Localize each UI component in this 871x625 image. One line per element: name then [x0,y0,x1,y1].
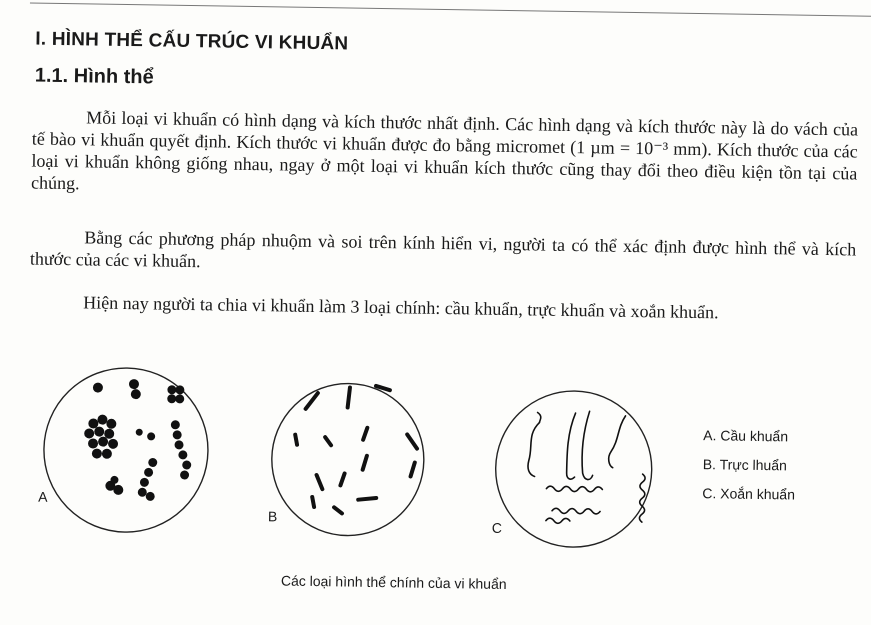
cocci-panel [43,367,210,534]
paragraph-3: Hiện nay người ta chia vi khuẩn làm 3 loại chính: cầu khuẩn, trực khuẩn và xoắn khuẩn. [83,292,719,323]
paragraph-1: Mỗi loại vi khuẩn có hình dạng và kích thước nhất định. Các hình dạng và kích thước này là do vách của tế bào vi khuẩn quyết định. Kích thước vi khuẩn được đo bằng micromet (1 µm = 10⁻³ mm). Kích thước của các loại vi khuẩn không giống nhau, ngay ở một loại vi khuẩn kích thước cũng thay đổi theo điều kiện tồn tại của chúng. [30,107,859,194]
figure-caption: Các loại hình thể chính của vi khuẩn [280,572,507,593]
bacteria-figure [25,352,848,565]
panel-label-b: B [267,508,278,525]
legend-item-a: A. Cầu khuẩn [703,427,789,445]
legend-item-c: C. Xoắn khuẩn [702,485,796,503]
spirilla-panel [491,390,652,548]
section-heading: I. HÌNH THỂ CẤU TRÚC VI KHUẨN [35,28,349,55]
legend-item-b: B. Trực lhuẩn [702,456,787,474]
top-rule [30,2,871,16]
paragraph-2: Bằng các phương pháp nhuộm và soi trên kính hiển vi, người ta có thể xác định được hình thể và kích thước của các vi khuẩn. [29,227,857,272]
bacilli-panel [271,382,425,536]
panel-label-a: A [38,488,48,505]
panel-label-c: C [491,519,503,536]
subsection-heading: 1.1. Hình thể [34,64,154,89]
bacteria-illustration [25,352,688,562]
figure-legend [702,421,796,509]
